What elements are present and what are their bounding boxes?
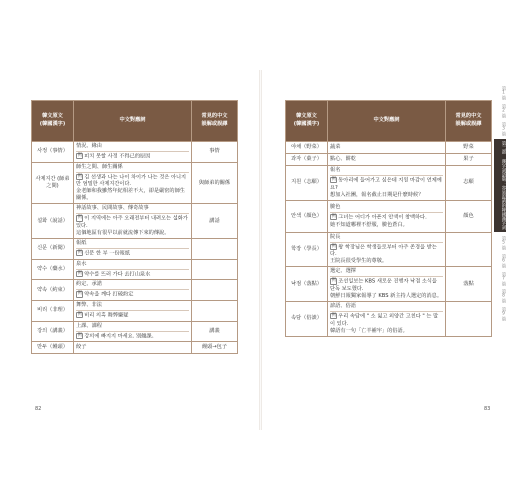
table-row: [32, 204, 238, 239]
common-misunderstanding: [192, 239, 238, 260]
chinese-meaning-cell: [74, 301, 192, 322]
example-sentence: [76, 215, 189, 230]
common-misunderstanding: 顏色: [446, 200, 492, 232]
korean-word: 사제지간 (師弟之間): [32, 162, 74, 204]
example-badge-icon: 例: [331, 213, 336, 219]
common-misunderstanding: 落點: [446, 267, 492, 302]
chinese-meaning: 蔬菜: [330, 143, 341, 150]
example-badge-icon: 例: [77, 291, 82, 297]
chapter-tab[interactable]: 第3篇: [501, 121, 506, 136]
example-sentence: [330, 177, 443, 192]
chinese-meaning-cell: [328, 267, 446, 302]
example-sentence: [330, 278, 443, 293]
korean-word: 과자（菓子）: [286, 154, 328, 166]
example-sentence: [76, 153, 189, 161]
example-badge-icon: 例: [77, 312, 82, 318]
korean-word: 야채（野菜）: [286, 142, 328, 154]
chinese-meaning: 臉色: [330, 204, 443, 213]
korean-word: 설화（說話）: [32, 204, 74, 239]
chapter-sidebar: [494, 86, 506, 325]
example-korean: 신문 한 부 一份報紙: [84, 250, 131, 257]
chinese-header: 中文對應詞: [74, 101, 192, 142]
example-badge-icon: 例: [77, 270, 82, 276]
example-korean: 김 선생과 나는 나이 차이가 나는 것은 아니지만 엄밀한 사제지간이다.: [76, 174, 187, 188]
common-misunderstanding: 果子: [446, 154, 492, 166]
korean-word: 약수（藥水）: [32, 259, 74, 280]
example-sentence: [330, 313, 443, 328]
common-misunderstanding: 事情: [192, 142, 238, 163]
example-sentence: [76, 271, 189, 279]
chinese-meaning-cell: [74, 280, 192, 301]
right-vocab-table: [285, 100, 492, 337]
example-badge-icon: 例: [77, 215, 82, 221]
chinese-meaning: 舞弊、非法: [76, 302, 189, 311]
common-misunderstanding: [192, 259, 238, 280]
example-sentence: [76, 291, 189, 299]
example-translation: 她不知道哪裡不舒服，臉色蒼白。: [330, 221, 408, 228]
korean-word: 학장（學長）: [286, 232, 328, 267]
korean-word: 안색（顏色）: [286, 200, 328, 232]
korean-word: 지원（志願）: [286, 166, 328, 201]
korean-header: 韓文原文 (韓國漢字): [32, 101, 74, 142]
example-korean: 약속을 깨다 打破約定: [84, 292, 134, 299]
chinese-meaning-cell: [74, 321, 192, 342]
example-translation: 金老師和我雖然年紀相差不大，卻是嚴密的師生關係。: [76, 188, 185, 202]
left-table-body: [32, 142, 238, 354]
common-misunderstanding: 與師弟的關係: [192, 162, 238, 204]
table-row: [32, 301, 238, 322]
chapter-tab[interactable]: 第9篇: [501, 307, 506, 322]
chinese-meaning-cell: [74, 259, 192, 280]
table-row: [286, 154, 492, 166]
example-badge-icon: 例: [77, 332, 82, 338]
chinese-meaning: 點心、餅乾: [330, 155, 356, 162]
example-badge-icon: 例: [331, 313, 336, 319]
example-badge-icon: 例: [331, 243, 336, 249]
chinese-meaning: 上課、課程: [76, 323, 189, 332]
table-row: [286, 302, 492, 337]
example-badge-icon: 例: [331, 278, 336, 284]
chinese-meaning-cell: [74, 142, 192, 163]
example-badge-icon: 例: [77, 250, 82, 256]
chinese-meaning: 餃子: [76, 344, 87, 351]
example-sentence: [76, 312, 189, 320]
chinese-meaning-cell: [328, 232, 446, 267]
example-sentence: [76, 333, 189, 341]
korean-word: 강의（講義）: [32, 321, 74, 342]
example-korean: 동아리에 들어가고 싶은데 지원 마감이 언제예요?: [330, 177, 442, 191]
chapter-tab[interactable]: 第6篇: [501, 253, 506, 268]
common-header: 常見的中文 誤解或誤譯: [446, 101, 492, 142]
common-misunderstanding: 志願: [446, 166, 492, 201]
right-page-number: 83: [484, 406, 491, 412]
active-chapter-tab[interactable]: 第二部 漢字詞語篇：容易混淆的韓國漢字詞: [494, 139, 506, 232]
chinese-meaning: 師生之間、師生關係: [76, 164, 189, 173]
chapter-tab[interactable]: 第8篇: [501, 289, 506, 304]
chinese-meaning-cell: [328, 142, 446, 154]
chinese-meaning-cell: [328, 200, 446, 232]
example-korean: 왕 학장님은 학생들로부터 아주 존경을 받는다.: [330, 244, 437, 258]
table-row: [32, 162, 238, 204]
table-row: [32, 239, 238, 260]
example-korean: 이 지역에는 아주 오래전부터 내려오는 설화가 있다.: [76, 216, 188, 230]
example-badge-icon: 例: [77, 173, 82, 179]
chapter-tab[interactable]: 第2篇: [501, 103, 506, 118]
example-korean: 우리 속담에 " 소 잃고 외양간 고친다 " 는 말이 있다.: [330, 313, 439, 327]
korean-word: 약속（約束）: [32, 280, 74, 301]
chinese-meaning-cell: [328, 154, 446, 166]
chapter-tab[interactable]: 第1篇: [501, 86, 506, 100]
example-korean: 강의에 빠지지 마세요. 別翹課。: [84, 333, 157, 340]
chinese-meaning-cell: [74, 162, 192, 204]
chinese-meaning: 報紙: [76, 240, 189, 249]
common-misunderstanding: 講話: [192, 204, 238, 239]
table-row: [32, 342, 238, 354]
common-misunderstanding: 饅頭→包子: [192, 342, 238, 354]
chinese-meaning: 諺語、俗語: [330, 303, 443, 312]
chinese-meaning-cell: [328, 166, 446, 201]
korean-word: 신문（新聞）: [32, 239, 74, 260]
table-row: [286, 232, 492, 267]
example-translation: 王院長很受學生的尊敬。: [330, 258, 388, 265]
common-misunderstanding: [192, 280, 238, 301]
korean-header: 韓文原文 (韓國漢字): [286, 101, 328, 142]
example-sentence: [76, 250, 189, 258]
example-translation: 這個地區有很早以前就流傳下來的傳說。: [76, 230, 170, 237]
common-misunderstanding: 野菜: [446, 142, 492, 154]
common-misunderstanding: 講義: [192, 321, 238, 342]
right-table-header: [286, 101, 492, 142]
chinese-meaning: 情況、緣由: [76, 143, 189, 152]
example-korean: 비리 의혹 舞弊嫌疑: [84, 312, 129, 319]
chinese-meaning: 報名: [330, 167, 443, 176]
common-misunderstanding: [192, 301, 238, 322]
left-vocab-table: [31, 100, 238, 354]
korean-word: 사정（事情）: [32, 142, 74, 163]
table-row: [286, 200, 492, 232]
right-table-body: [286, 142, 492, 337]
chapter-tab[interactable]: 第5篇: [501, 236, 506, 250]
chinese-meaning-cell: [328, 302, 446, 337]
korean-word: 낙점（落點）: [286, 267, 328, 302]
table-row: [32, 321, 238, 342]
example-sentence: [330, 214, 443, 222]
chinese-meaning: 選定、選擇: [330, 268, 443, 277]
example-sentence: [76, 174, 189, 189]
common-header: 常見的中文 誤解或誤譯: [192, 101, 238, 142]
example-badge-icon: 例: [331, 177, 336, 183]
example-translation: 朝鮮日報獨家報導了 KBS 新主持人選定的消息。: [330, 293, 443, 300]
chinese-header: 中文對應詞: [328, 101, 446, 142]
chinese-meaning-cell: [74, 342, 192, 354]
common-misunderstanding: [446, 302, 492, 337]
table-row: [286, 267, 492, 302]
chinese-meaning: 泉水: [76, 261, 189, 270]
chinese-meaning: 院長: [330, 234, 443, 243]
example-sentence: [330, 244, 443, 259]
table-row: [286, 166, 492, 201]
left-page-number: 82: [35, 406, 42, 412]
chinese-meaning-cell: [74, 204, 192, 239]
table-row: [32, 142, 238, 163]
example-badge-icon: 例: [77, 153, 82, 159]
korean-word: 만두（饅頭）: [32, 342, 74, 354]
korean-word: 속담（俗談）: [286, 302, 328, 337]
chinese-meaning: 神話故事、民間故事、傳奇故事: [76, 205, 189, 214]
example-korean: 그녀는 어디가 아픈지 안색이 창백하다.: [338, 214, 427, 221]
example-translation: 韓語有一句「亡羊補牢」的俗語。: [330, 327, 408, 334]
chapter-tab[interactable]: 第7篇: [501, 271, 506, 286]
korean-word: 비리（非理）: [32, 301, 74, 322]
example-translation: 想加入社團，報名截止日期是什麼時候？: [330, 191, 424, 198]
left-table-header: [32, 101, 238, 142]
chinese-meaning-cell: [74, 239, 192, 260]
table-row: [32, 259, 238, 280]
example-korean: 피치 못할 사정 不得已的原因: [84, 153, 151, 160]
example-korean: 약수를 뜨러 가다 去打山泉水: [84, 271, 151, 278]
example-korean: 조선일보는 KBS 새로운 진행자 낙점 소식을 단독 보도했다.: [330, 279, 437, 293]
chinese-meaning: 約定、承諾: [76, 281, 189, 290]
table-row: [32, 280, 238, 301]
common-misunderstanding: [446, 232, 492, 267]
right-page: [262, 0, 520, 500]
table-row: [286, 142, 492, 154]
